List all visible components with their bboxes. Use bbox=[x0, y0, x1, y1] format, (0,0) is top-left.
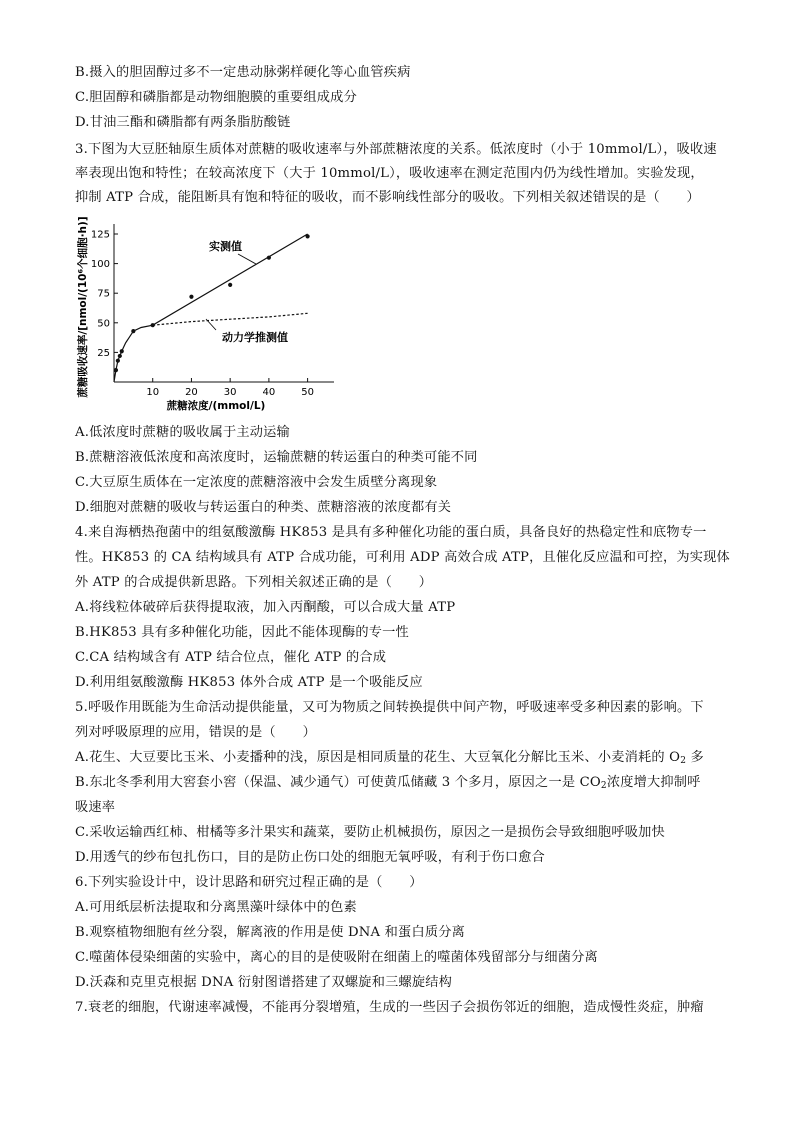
y-tick-label: 50 bbox=[97, 318, 110, 330]
question-text: 7.衰老的细胞，代谢速率减慢，不能再分裂增殖，生成的一些因子会损伤邻近的细胞，造成慢性炎症，肿瘤 bbox=[75, 1000, 704, 1015]
data-point bbox=[114, 368, 118, 372]
chart-xlabel: 蔗糖浓度/(mmol/L) bbox=[166, 400, 266, 412]
question-text: 6.下列实验设计中，设计思路和研究过程正确的是（ ） bbox=[75, 875, 423, 890]
x-tick-label: 40 bbox=[262, 387, 276, 398]
option-text: B.蔗糖溶液低浓度和高浓度时，运输蔗糖的转运蛋白的种类可能不同 bbox=[75, 450, 478, 465]
x-tick-label: 30 bbox=[223, 387, 237, 398]
series-label-measured-pointer bbox=[238, 254, 256, 264]
question-text: 4.来自海栖热孢菌中的组氨酸激酶 HK853 是具有多种催化功能的蛋白质，具备良好的热稳定性和底物专一 bbox=[75, 525, 707, 540]
data-point bbox=[228, 283, 232, 287]
y-tick-label: 100 bbox=[90, 259, 110, 271]
chart-series bbox=[114, 234, 310, 382]
data-point bbox=[189, 295, 193, 299]
option-text: D.沃森和克里克根据 DNA 衍射图谱搭建了双螺旋和三螺旋结构 bbox=[75, 975, 453, 990]
option-text: B.HK853 具有多种催化功能，因此不能体现酶的专一性 bbox=[75, 625, 409, 640]
option-text: D.甘油三酯和磷脂都有两条脂肪酸链 bbox=[75, 115, 291, 130]
option-text: D.用透气的纱布包扎伤口，目的是防止伤口处的细胞无氧呼吸，有利于伤口愈合 bbox=[75, 850, 545, 865]
y-tick-label: 125 bbox=[90, 229, 110, 241]
question-text: 列对呼吸原理的应用，错误的是（ ） bbox=[75, 725, 316, 740]
data-point bbox=[306, 234, 310, 238]
option-text: B.东北冬季利用大窖套小窖（保温、减少通气）可使黄瓜储藏 3 个多月，原因之一是 $CO_2$浓度增大抑制呼 bbox=[75, 775, 701, 791]
question-text: 率表现出饱和特性；在较高浓度下（大于 10mmol/L），吸收速率在测定范围内仍为线性增加。实验发现， bbox=[75, 166, 704, 181]
option-text: C.噬菌体侵染细菌的实验中，离心的目的是使吸附在细菌上的噬菌体残留部分与细菌分离 bbox=[75, 950, 598, 965]
option-text: A.低浓度时蔗糖的吸收属于主动运输 bbox=[75, 425, 290, 440]
question-text: 3.下图为大豆胚轴原生质体对蔗糖的吸收速率与外部蔗糖浓度的关系。低浓度时（小于 10mmol/L），吸收速 bbox=[75, 142, 717, 157]
option-text: B.观察植物细胞有丝分裂，解离液的作用是使 DNA 和蛋白质分离 bbox=[75, 925, 465, 940]
series-label-kinetic: 动力学推测值 bbox=[222, 331, 288, 344]
option-text: A.可用纸层析法提取和分离黑藻叶绿体中的色素 bbox=[75, 900, 357, 915]
option-text: B.摄入的胆固醇过多不一定患动脉粥样硬化等心血管疾病 bbox=[75, 65, 411, 80]
y-tick-label: 75 bbox=[97, 288, 110, 300]
option-text: 吸速率 bbox=[75, 800, 116, 815]
option-text: C.CA 结构域含有 ATP 结合位点，催化 ATP 的合成 bbox=[75, 650, 387, 665]
y-tick-label: 25 bbox=[97, 347, 110, 359]
question-text: 抑制 ATP 合成，能阻断具有饱和特征的吸收，而不影响线性部分的吸收。下列相关叙述错误的是（ ） bbox=[75, 190, 700, 205]
option-text: A.花生、大豆要比玉米、小麦播种的浅，原因是相同质量的花生、大豆氧化分解比玉米、小麦消耗的 $O_2$ 多 bbox=[75, 750, 704, 766]
x-tick-label: 20 bbox=[185, 387, 198, 398]
series-label-measured: 实测值 bbox=[209, 240, 242, 253]
data-point bbox=[267, 256, 271, 260]
chart-ylabel: 蔗糖吸收速率/[nmol/(10⁶个细胞·h)] bbox=[77, 216, 89, 398]
data-point bbox=[120, 349, 124, 353]
kinetic-line bbox=[153, 313, 308, 325]
measured-line bbox=[114, 234, 308, 382]
x-axis-ticks bbox=[146, 378, 314, 398]
question-text: 性。HK853 的 CA 结构域具有 ATP 合成功能，可利用 ADP 高效合成 ATP，且催化反应温和可控，为实现体 bbox=[75, 550, 730, 565]
series-label-kinetic-pointer bbox=[206, 319, 216, 330]
option-text: C.采收运输西红柿、柑橘等多汁果实和蔬菜，要防止机械损伤，原因之一是损伤会导致细胞呼吸加快 bbox=[75, 825, 665, 840]
option-text: A.将线粒体破碎后获得提取液，加入丙酮酸，可以合成大量 ATP bbox=[75, 600, 456, 615]
question-text: 外 ATP 的合成提供新思路。下列相关叙述正确的是（ ） bbox=[75, 575, 433, 590]
x-tick-label: 10 bbox=[146, 387, 160, 398]
x-tick-label: 50 bbox=[301, 387, 314, 398]
option-text: C.大豆原生质体在一定浓度的蔗糖溶液中会发生质壁分离现象 bbox=[75, 475, 438, 490]
data-point bbox=[118, 354, 122, 358]
data-point bbox=[131, 329, 135, 333]
data-point bbox=[116, 359, 120, 363]
option-text: C.胆固醇和磷脂都是动物细胞膜的重要组成成分 bbox=[75, 90, 357, 105]
option-text: D.细胞对蔗糖的吸收与转运蛋白的种类、蔗糖溶液的浓度都有关 bbox=[75, 500, 452, 515]
option-text: D.利用组氨酸激酶 HK853 体外合成 ATP 是一个吸能反应 bbox=[75, 675, 423, 690]
question-text: 5.呼吸作用既能为生命活动提供能量，又可为物质之间转换提供中间产物，呼吸速率受多种因素的影响。下 bbox=[75, 700, 704, 715]
sucrose-uptake-chart bbox=[66, 212, 346, 417]
